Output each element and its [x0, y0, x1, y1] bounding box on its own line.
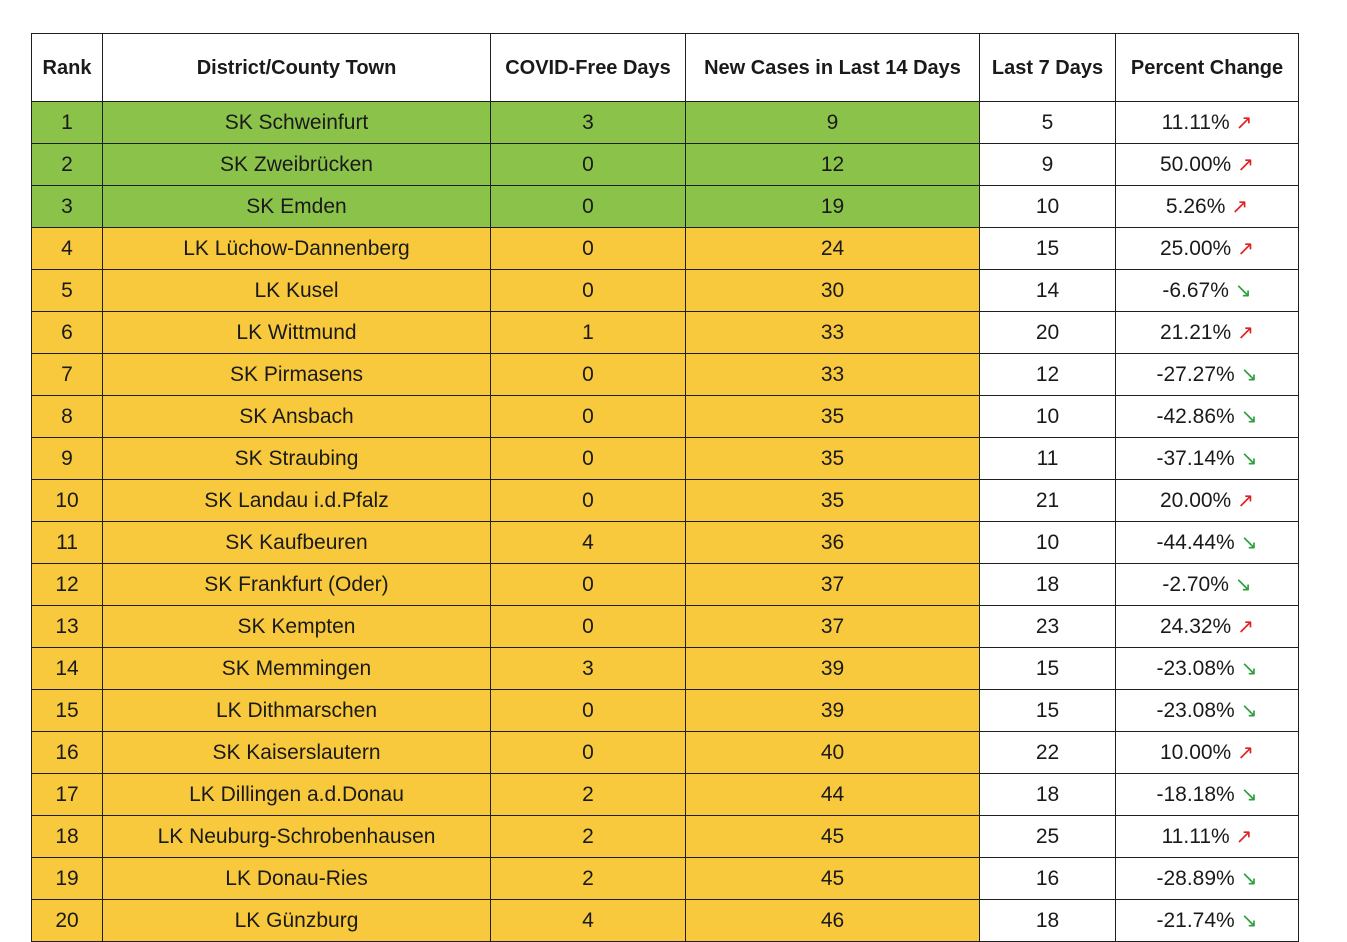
table-row: [32, 774, 1299, 816]
table-row: [32, 900, 1299, 942]
covid-free-days-cell: 4: [491, 522, 686, 564]
rank-cell: 14: [32, 648, 103, 690]
new-cases-cell: 24: [686, 228, 980, 270]
header-rank: Rank: [32, 34, 103, 102]
percent-change-cell: [1116, 900, 1299, 942]
covid-free-days-cell: 0: [491, 690, 686, 732]
new-cases-cell: 39: [686, 648, 980, 690]
covid-free-days-cell: 0: [491, 354, 686, 396]
new-cases-cell: 9: [686, 102, 980, 144]
last-7-days-cell: 20: [980, 312, 1116, 354]
percent-change-value: -21.74%: [1156, 908, 1235, 932]
table-row: [32, 270, 1299, 312]
percent-change-cell: [1116, 354, 1299, 396]
percent-change-cell: [1116, 732, 1299, 774]
header-new-cases-14-days: New Cases in Last 14 Days: [686, 34, 980, 102]
last-7-days-cell: 10: [980, 396, 1116, 438]
header-row: [32, 34, 1299, 102]
table-row: [32, 606, 1299, 648]
rank-cell: 19: [32, 858, 103, 900]
percent-change-cell: [1116, 270, 1299, 312]
percent-change-cell: [1116, 606, 1299, 648]
district-cell: SK Schweinfurt: [103, 102, 491, 144]
percent-change-value: -2.70%: [1162, 572, 1229, 596]
table-row: [32, 564, 1299, 606]
trend-down-arrow-icon: ↘: [1240, 909, 1258, 932]
percent-change-value: -42.86%: [1156, 404, 1235, 428]
table-row: [32, 102, 1299, 144]
new-cases-cell: 39: [686, 690, 980, 732]
table-row: [32, 312, 1299, 354]
percent-change-value: -28.89%: [1156, 866, 1235, 890]
trend-up-arrow-icon: ↗: [1237, 321, 1254, 344]
table-row: [32, 438, 1299, 480]
last-7-days-cell: 12: [980, 354, 1116, 396]
district-cell: LK Neuburg-Schrobenhausen: [103, 816, 491, 858]
trend-up-arrow-icon: ↗: [1237, 741, 1254, 764]
percent-change-value: 10.00%: [1160, 740, 1232, 764]
percent-change-cell: [1116, 774, 1299, 816]
new-cases-cell: 19: [686, 186, 980, 228]
header-district: District/County Town: [103, 34, 491, 102]
rank-cell: 17: [32, 774, 103, 816]
trend-up-arrow-icon: ↗: [1237, 153, 1254, 176]
covid-free-days-cell: 0: [491, 606, 686, 648]
rank-cell: 9: [32, 438, 103, 480]
district-cell: SK Kaiserslautern: [103, 732, 491, 774]
rank-cell: 12: [32, 564, 103, 606]
rank-cell: 6: [32, 312, 103, 354]
percent-change-value: 5.26%: [1165, 194, 1226, 218]
trend-up-arrow-icon: ↗: [1237, 615, 1254, 638]
trend-down-arrow-icon: ↘: [1240, 699, 1258, 722]
last-7-days-cell: 23: [980, 606, 1116, 648]
last-7-days-cell: 25: [980, 816, 1116, 858]
last-7-days-cell: 21: [980, 480, 1116, 522]
percent-change-cell: [1116, 690, 1299, 732]
trend-up-arrow-icon: ↗: [1235, 111, 1253, 134]
last-7-days-cell: 15: [980, 648, 1116, 690]
rank-cell: 1: [32, 102, 103, 144]
new-cases-cell: 37: [686, 606, 980, 648]
trend-up-arrow-icon: ↗: [1235, 825, 1253, 848]
new-cases-cell: 36: [686, 522, 980, 564]
percent-change-value: 24.32%: [1160, 614, 1232, 638]
rank-cell: 20: [32, 900, 103, 942]
district-cell: SK Ansbach: [103, 396, 491, 438]
rank-cell: 4: [32, 228, 103, 270]
new-cases-cell: 45: [686, 858, 980, 900]
covid-free-days-cell: 0: [491, 186, 686, 228]
table-row: [32, 858, 1299, 900]
rank-cell: 7: [32, 354, 103, 396]
new-cases-cell: 35: [686, 438, 980, 480]
percent-change-value: -23.08%: [1156, 656, 1235, 680]
district-cell: SK Zweibrücken: [103, 144, 491, 186]
new-cases-cell: 33: [686, 312, 980, 354]
trend-down-arrow-icon: ↘: [1234, 573, 1252, 596]
covid-free-days-cell: 0: [491, 732, 686, 774]
covid-free-days-cell: 1: [491, 312, 686, 354]
table-row: [32, 816, 1299, 858]
district-cell: LK Dillingen a.d.Donau: [103, 774, 491, 816]
percent-change-value: 25.00%: [1160, 236, 1232, 260]
percent-change-value: -6.67%: [1162, 278, 1229, 302]
trend-down-arrow-icon: ↘: [1240, 783, 1258, 806]
table-row: [32, 480, 1299, 522]
district-cell: LK Lüchow-Dannenberg: [103, 228, 491, 270]
covid-free-days-cell: 3: [491, 102, 686, 144]
last-7-days-cell: 16: [980, 858, 1116, 900]
rank-cell: 15: [32, 690, 103, 732]
district-cell: SK Pirmasens: [103, 354, 491, 396]
percent-change-cell: [1116, 648, 1299, 690]
trend-down-arrow-icon: ↘: [1240, 867, 1258, 890]
table-header: [32, 34, 1299, 102]
rank-cell: 13: [32, 606, 103, 648]
covid-free-days-cell: 2: [491, 774, 686, 816]
last-7-days-cell: 15: [980, 228, 1116, 270]
district-cell: LK Wittmund: [103, 312, 491, 354]
percent-change-cell: [1116, 564, 1299, 606]
trend-down-arrow-icon: ↘: [1240, 531, 1258, 554]
new-cases-cell: 46: [686, 900, 980, 942]
last-7-days-cell: 18: [980, 900, 1116, 942]
percent-change-value: -18.18%: [1156, 782, 1235, 806]
percent-change-value: 11.11%: [1161, 824, 1230, 848]
percent-change-value: -44.44%: [1156, 530, 1235, 554]
new-cases-cell: 44: [686, 774, 980, 816]
new-cases-cell: 35: [686, 480, 980, 522]
new-cases-cell: 33: [686, 354, 980, 396]
table-body: [32, 102, 1299, 942]
new-cases-cell: 35: [686, 396, 980, 438]
trend-up-arrow-icon: ↗: [1237, 237, 1254, 260]
rank-cell: 18: [32, 816, 103, 858]
district-cell: SK Emden: [103, 186, 491, 228]
last-7-days-cell: 5: [980, 102, 1116, 144]
last-7-days-cell: 10: [980, 186, 1116, 228]
percent-change-value: -37.14%: [1156, 446, 1235, 470]
trend-up-arrow-icon: ↗: [1231, 195, 1249, 218]
percent-change-cell: [1116, 858, 1299, 900]
percent-change-cell: [1116, 438, 1299, 480]
percent-change-cell: [1116, 480, 1299, 522]
covid-free-days-cell: 0: [491, 564, 686, 606]
district-cell: SK Memmingen: [103, 648, 491, 690]
table-row: [32, 396, 1299, 438]
covid-free-days-cell: 2: [491, 816, 686, 858]
covid-free-days-cell: 4: [491, 900, 686, 942]
covid-free-days-cell: 2: [491, 858, 686, 900]
table-row: [32, 648, 1299, 690]
table-row: [32, 144, 1299, 186]
percent-change-cell: [1116, 186, 1299, 228]
trend-down-arrow-icon: ↘: [1240, 405, 1258, 428]
last-7-days-cell: 18: [980, 774, 1116, 816]
table-row: [32, 690, 1299, 732]
district-cell: SK Kempten: [103, 606, 491, 648]
covid-free-days-cell: 0: [491, 144, 686, 186]
rank-cell: 16: [32, 732, 103, 774]
district-cell: SK Straubing: [103, 438, 491, 480]
new-cases-cell: 30: [686, 270, 980, 312]
district-cell: SK Frankfurt (Oder): [103, 564, 491, 606]
percent-change-cell: [1116, 816, 1299, 858]
trend-down-arrow-icon: ↘: [1234, 279, 1252, 302]
trend-up-arrow-icon: ↗: [1237, 489, 1254, 512]
last-7-days-cell: 9: [980, 144, 1116, 186]
covid-free-days-cell: 0: [491, 228, 686, 270]
trend-down-arrow-icon: ↘: [1240, 657, 1258, 680]
district-cell: LK Donau-Ries: [103, 858, 491, 900]
percent-change-value: 11.11%: [1161, 110, 1230, 134]
table-row: [32, 732, 1299, 774]
new-cases-cell: 45: [686, 816, 980, 858]
last-7-days-cell: 22: [980, 732, 1116, 774]
percent-change-value: 20.00%: [1160, 488, 1232, 512]
district-cell: LK Dithmarschen: [103, 690, 491, 732]
district-cell: LK Günzburg: [103, 900, 491, 942]
percent-change-value: 50.00%: [1160, 152, 1232, 176]
covid-free-days-cell: 0: [491, 438, 686, 480]
header-covid-free-days: COVID-Free Days: [491, 34, 686, 102]
table-row: [32, 354, 1299, 396]
last-7-days-cell: 15: [980, 690, 1116, 732]
percent-change-cell: [1116, 228, 1299, 270]
covid-ranking-table: [31, 33, 1299, 942]
last-7-days-cell: 11: [980, 438, 1116, 480]
district-cell: SK Landau i.d.Pfalz: [103, 480, 491, 522]
new-cases-cell: 40: [686, 732, 980, 774]
table-row: [32, 186, 1299, 228]
rank-cell: 2: [32, 144, 103, 186]
last-7-days-cell: 14: [980, 270, 1116, 312]
new-cases-cell: 12: [686, 144, 980, 186]
percent-change-cell: [1116, 144, 1299, 186]
trend-down-arrow-icon: ↘: [1240, 447, 1258, 470]
trend-down-arrow-icon: ↘: [1240, 363, 1258, 386]
rank-cell: 3: [32, 186, 103, 228]
percent-change-cell: [1116, 102, 1299, 144]
district-cell: SK Kaufbeuren: [103, 522, 491, 564]
header-percent-change: Percent Change: [1116, 34, 1299, 102]
percent-change-value: -23.08%: [1156, 698, 1235, 722]
table-row: [32, 522, 1299, 564]
new-cases-cell: 37: [686, 564, 980, 606]
percent-change-cell: [1116, 312, 1299, 354]
rank-cell: 8: [32, 396, 103, 438]
rank-cell: 11: [32, 522, 103, 564]
covid-free-days-cell: 0: [491, 270, 686, 312]
percent-change-cell: [1116, 396, 1299, 438]
percent-change-value: 21.21%: [1160, 320, 1232, 344]
rank-cell: 10: [32, 480, 103, 522]
covid-free-days-cell: 0: [491, 396, 686, 438]
covid-free-days-cell: 0: [491, 480, 686, 522]
rank-cell: 5: [32, 270, 103, 312]
percent-change-value: -27.27%: [1156, 362, 1235, 386]
last-7-days-cell: 18: [980, 564, 1116, 606]
header-last-7-days: Last 7 Days: [980, 34, 1116, 102]
table-row: [32, 228, 1299, 270]
district-cell: LK Kusel: [103, 270, 491, 312]
covid-free-days-cell: 3: [491, 648, 686, 690]
percent-change-cell: [1116, 522, 1299, 564]
last-7-days-cell: 10: [980, 522, 1116, 564]
